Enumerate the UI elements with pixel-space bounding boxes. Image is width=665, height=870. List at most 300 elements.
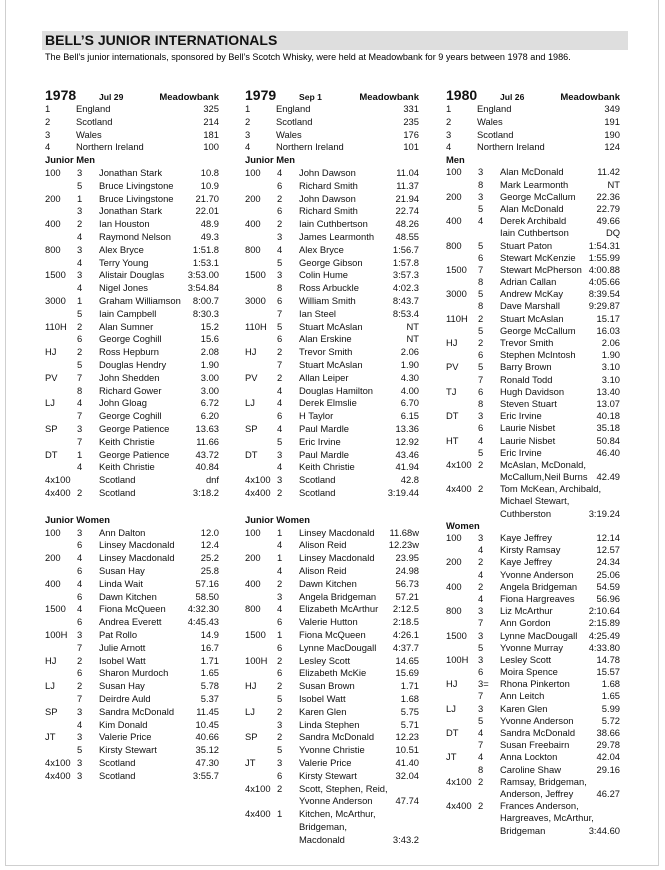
result: 15.69 <box>395 667 419 679</box>
event-label: 100 <box>45 166 61 178</box>
result: 57.16 <box>195 577 219 589</box>
place: 2 <box>277 346 283 358</box>
result-row <box>446 617 620 629</box>
place: 5 <box>277 256 283 268</box>
section-heading: Junior Men <box>245 154 296 166</box>
place <box>478 495 500 507</box>
result: 48.55 <box>395 230 419 242</box>
event-label: 800 <box>446 239 462 251</box>
result: 11.68w <box>389 526 419 538</box>
result: 10.9 <box>200 179 219 191</box>
athlete-name: Keith Christie <box>99 461 155 473</box>
page-title: BELL’S JUNIOR INTERNATIONALS <box>45 32 278 48</box>
result-row <box>446 227 620 239</box>
result: 10.8 <box>200 166 219 178</box>
athlete-name: Hugh Davidson <box>500 385 565 397</box>
team-standings <box>45 103 219 154</box>
result-row <box>245 578 419 591</box>
results-section <box>45 514 219 783</box>
results-section <box>45 154 219 500</box>
event-label <box>45 693 77 706</box>
event-label: 200 <box>245 192 261 204</box>
place: 6 <box>478 422 484 434</box>
result-row <box>45 461 219 474</box>
result-row <box>446 727 620 739</box>
section-heading: Men <box>446 154 465 166</box>
place: 2 <box>277 654 283 666</box>
result: 2:12.5 <box>392 603 419 615</box>
athlete-name: Fiona McQueen <box>299 629 366 641</box>
athlete-name: Dawn Kitchen <box>99 590 157 602</box>
standing-place: 2 <box>446 115 452 127</box>
result: 46.27 <box>596 787 620 799</box>
place: 1 <box>277 808 283 820</box>
athlete-name: George Coghill <box>99 410 162 422</box>
athlete-name: Julie Arnott <box>99 641 146 653</box>
athlete-name: Dawn Kitchen <box>299 577 357 589</box>
athlete-name: Angela Bridgeman <box>299 590 377 602</box>
athlete-name: Paul Mardle <box>299 448 350 460</box>
team-points: 101 <box>403 141 419 153</box>
result-row <box>446 422 620 434</box>
result: 1:51.8 <box>192 243 219 255</box>
result: 21.94 <box>395 192 419 204</box>
meet-venue: Meadowbank <box>159 92 219 103</box>
result: 2.06 <box>601 337 620 348</box>
result-row <box>45 693 219 706</box>
result: 25.06 <box>596 568 620 580</box>
event-label: 4x100 <box>245 474 271 486</box>
athlete-name: Anna Lockton <box>500 751 558 763</box>
result-row <box>245 423 419 436</box>
athlete-name: Raymond Nelson <box>99 230 171 242</box>
place: 6 <box>277 667 283 679</box>
result-row <box>245 487 419 500</box>
athlete-name: Ann Gordon <box>500 617 551 629</box>
result: 1.65 <box>200 667 219 679</box>
result: 40.66 <box>195 731 219 743</box>
section-heading: Junior Women <box>45 513 110 525</box>
place: 6 <box>478 385 484 397</box>
result: 13.63 <box>195 422 219 434</box>
result: DQ <box>605 227 620 239</box>
place: 4 <box>277 539 283 551</box>
athlete-name: Karen Glen <box>299 705 347 717</box>
result: 2.08 <box>200 346 219 358</box>
result: 8:43.7 <box>392 294 419 306</box>
place: 4 <box>478 215 484 227</box>
result: 41.40 <box>395 757 419 769</box>
athlete-name: John Dawson <box>299 166 356 178</box>
athlete-name: Dave Marshall <box>500 300 560 312</box>
event-label <box>45 333 77 346</box>
place: 5 <box>478 714 484 726</box>
place: 5 <box>77 358 83 370</box>
event-label: 4x400 <box>245 808 271 820</box>
result-row <box>245 629 419 642</box>
event-label <box>446 690 478 702</box>
result: 25.8 <box>200 565 219 577</box>
result-row <box>45 423 219 436</box>
athlete-name: Scotland <box>99 757 136 769</box>
standing-row <box>446 129 620 142</box>
result: 3:53.00 <box>187 269 219 281</box>
event-label <box>245 436 277 449</box>
place: 6 <box>277 333 283 345</box>
place: 3 <box>77 526 83 538</box>
results-section <box>446 520 620 837</box>
event-label: SP <box>245 731 258 743</box>
athlete-name: Yvonne Anderson <box>500 568 574 580</box>
athlete-name: Susan Hay <box>99 565 145 577</box>
standing-row <box>245 116 419 129</box>
athlete-name: Elizabeth McKie <box>299 667 367 679</box>
event-label: 100 <box>245 166 261 178</box>
place: 3= <box>478 678 489 690</box>
result-row <box>245 346 419 359</box>
result: 3:19.24 <box>588 507 620 519</box>
athlete-name: Kim Donald <box>99 718 148 730</box>
team-points: 191 <box>604 115 620 127</box>
place: 7 <box>277 307 283 319</box>
event-label: PV <box>45 371 58 383</box>
athlete-name: Ian Houston <box>99 218 150 230</box>
place: 5 <box>77 179 83 191</box>
place: 2 <box>277 577 283 589</box>
event-label <box>45 616 77 629</box>
athlete-name: Allan Leiper <box>299 371 349 383</box>
result: 10.51 <box>395 744 419 756</box>
result: 5.99 <box>601 702 620 714</box>
team-points: 124 <box>604 141 620 153</box>
result-row <box>45 244 219 257</box>
result: 29.78 <box>596 739 620 751</box>
result: 8:00.7 <box>192 294 219 306</box>
event-label <box>45 436 77 449</box>
meet-date: Jul 29 <box>99 92 124 102</box>
event-label <box>245 834 277 847</box>
athlete-name: Ann Leitch <box>500 690 545 702</box>
result: 1.90 <box>601 349 620 361</box>
year-header <box>446 87 620 103</box>
place: 8 <box>478 397 484 409</box>
place: 3 <box>77 243 83 255</box>
result: 15.2 <box>200 320 219 332</box>
place: 3 <box>77 205 83 217</box>
place: 4 <box>77 397 83 409</box>
result-row <box>45 321 219 334</box>
athlete-name: Fiona Hargreaves <box>500 592 575 604</box>
standing-row <box>45 103 219 116</box>
athlete-name: Sandra McDonald <box>99 705 175 717</box>
athlete-name: Iain Cuthbertson <box>299 218 368 230</box>
athlete-name: Caroline Shaw <box>500 763 561 775</box>
result-row <box>446 569 620 581</box>
athlete-name: John Dawson <box>299 192 356 204</box>
result-row <box>245 731 419 744</box>
place: 6 <box>77 590 83 602</box>
event-label: 4x400 <box>446 800 472 812</box>
result-row <box>245 257 419 270</box>
result: 8:39.54 <box>588 288 620 300</box>
result-row <box>45 449 219 462</box>
event-label <box>446 569 478 581</box>
result: 12.14 <box>596 532 620 543</box>
result: 46.40 <box>596 446 620 458</box>
event-label: 400 <box>45 577 61 589</box>
team-name: Wales <box>76 128 102 140</box>
event-label <box>446 422 478 434</box>
team-name: England <box>276 103 311 114</box>
athlete-name: Douglas Hamilton <box>299 384 373 396</box>
meet-date: Jul 26 <box>500 92 525 102</box>
section-heading: Women <box>446 519 480 531</box>
result: 25.2 <box>200 552 219 564</box>
result-row <box>245 193 419 206</box>
place: 4 <box>277 397 283 409</box>
athlete-name: Kirsty Ramsay <box>500 544 561 556</box>
place: 4 <box>77 577 83 589</box>
event-label: HJ <box>45 346 57 358</box>
event-label <box>446 788 478 800</box>
athlete-name: Jonathan Stark <box>99 205 163 217</box>
result: 12.0 <box>200 526 219 538</box>
result-row <box>45 218 219 231</box>
event-label <box>446 812 478 824</box>
standing-row <box>446 103 620 116</box>
relay-row <box>446 800 620 812</box>
result: 14.65 <box>395 654 419 666</box>
result-row <box>446 556 620 568</box>
athlete-name: Bruce Livingstone <box>99 179 174 191</box>
event-label: 100 <box>446 166 462 178</box>
event-label: 400 <box>446 580 462 592</box>
team-points: 214 <box>203 115 219 127</box>
athlete-name: Rhona Pinkerton <box>500 678 570 690</box>
result: 6.20 <box>200 410 219 422</box>
place: 5 <box>277 320 283 332</box>
athlete-name: Ross Hepburn <box>99 346 159 358</box>
result-row <box>45 539 219 552</box>
result-row <box>245 205 419 218</box>
event-label <box>45 565 77 578</box>
standing-place: 3 <box>245 128 251 140</box>
results-section <box>245 154 419 500</box>
relay-row-continued <box>245 821 419 834</box>
event-label <box>45 461 77 474</box>
athlete-name: Alistair Douglas <box>99 269 165 281</box>
event-label <box>446 642 478 654</box>
place: 3 <box>77 731 83 743</box>
event-label <box>446 825 478 837</box>
result: 15.17 <box>596 312 620 324</box>
place: 8 <box>478 763 484 775</box>
athlete-name: Scotland <box>99 474 136 486</box>
event-label: 1500 <box>245 269 266 281</box>
result-row <box>245 655 419 668</box>
place: 3 <box>478 629 484 641</box>
result: 1:56.7 <box>392 243 419 255</box>
athlete-name: George McCallum <box>500 190 576 202</box>
athlete-name: Susan Brown <box>299 680 355 692</box>
athlete-name: Laurie Nisbet <box>500 434 556 446</box>
athlete-name: Kaye Jeffrey <box>500 532 552 543</box>
place: 2 <box>277 371 283 383</box>
team-name: Northern Ireland <box>477 141 545 153</box>
relay-team-line: Tom McKean, Archibald, <box>500 483 602 495</box>
standing-place: 4 <box>446 141 452 153</box>
result: 4:45.43 <box>187 616 219 628</box>
place: 2 <box>77 680 83 692</box>
result: 32.04 <box>395 769 419 781</box>
place: 3 <box>77 269 83 281</box>
event-label <box>45 231 77 244</box>
result: 47.74 <box>395 795 419 807</box>
result-row <box>446 264 620 276</box>
athlete-name: Adrian Callan <box>500 276 557 288</box>
team-points: 100 <box>203 141 219 153</box>
athlete-name: George Patience <box>99 448 170 460</box>
event-label: 100 <box>245 526 261 538</box>
standing-row <box>245 141 419 154</box>
athlete-name: George McCallum <box>500 324 576 336</box>
place: 6 <box>277 179 283 191</box>
result: 50.84 <box>596 434 620 446</box>
meet-date: Sep 1 <box>299 92 322 102</box>
place: 2 <box>77 218 83 230</box>
place: 6 <box>77 539 83 551</box>
event-label <box>446 276 478 288</box>
event-label: 110H <box>245 320 267 332</box>
result-row <box>45 359 219 372</box>
place: 4 <box>77 603 83 615</box>
standing-row <box>446 116 620 129</box>
result: 1:55.99 <box>588 251 620 263</box>
result: 40.84 <box>195 461 219 473</box>
athlete-name: Ronald Todd <box>500 373 553 385</box>
place: 8 <box>478 300 484 312</box>
result: 1.71 <box>400 680 419 692</box>
place <box>77 474 99 487</box>
result: 24.34 <box>596 556 620 568</box>
result: 2:15.89 <box>588 617 620 629</box>
place: 4 <box>478 544 484 556</box>
place: 2 <box>277 680 283 692</box>
event-label <box>245 231 277 244</box>
place: 7 <box>77 693 83 705</box>
result-row <box>45 731 219 744</box>
result: 42.8 <box>400 474 419 486</box>
place: 7 <box>478 690 484 702</box>
athlete-name: Alex Bryce <box>99 243 144 255</box>
result-row <box>245 642 419 655</box>
result-row <box>45 231 219 244</box>
results-sections <box>446 154 620 837</box>
event-label: 100 <box>45 526 61 538</box>
result: 3:44.60 <box>588 824 620 836</box>
result: 35.18 <box>596 422 620 434</box>
athlete-name: Linsey Macdonald <box>299 552 375 564</box>
place: 3 <box>277 269 283 281</box>
place: 6 <box>77 667 83 679</box>
event-label <box>245 616 277 629</box>
event-label <box>245 282 277 295</box>
place: 2 <box>478 458 484 470</box>
place: 3 <box>478 410 484 422</box>
result-row <box>45 487 219 500</box>
result: 11.04 <box>396 166 419 178</box>
result: dnf <box>205 474 219 486</box>
result: 1:57.8 <box>392 256 419 268</box>
place: 7 <box>478 373 484 385</box>
result-row <box>446 715 620 727</box>
meet-venue: Meadowbank <box>359 92 419 103</box>
event-label: LJ <box>446 702 456 714</box>
event-label: DT <box>446 727 459 738</box>
result: 6.72 <box>200 397 219 409</box>
team-name: England <box>76 103 111 114</box>
year-label: 1978 <box>45 87 77 103</box>
result: 5.78 <box>200 680 219 692</box>
result-row <box>245 449 419 462</box>
athlete-name: Yvonne Murray <box>500 641 564 653</box>
result: 11.45 <box>196 705 219 717</box>
athlete-name: Eric Irvine <box>299 435 341 447</box>
place <box>478 471 500 483</box>
event-label <box>245 180 277 193</box>
place: 4 <box>277 243 283 255</box>
place: 6 <box>277 410 283 422</box>
result: 8:53.4 <box>392 307 419 319</box>
event-label <box>245 333 277 346</box>
result: 29.16 <box>596 763 620 775</box>
event-label <box>45 410 77 423</box>
event-label: JT <box>45 731 56 743</box>
result-row <box>45 205 219 218</box>
athlete-name: George Patience <box>99 422 170 434</box>
standing-place: 2 <box>245 115 251 127</box>
athlete-name: Paul Mardle <box>299 422 350 434</box>
athlete-name: Stewart McKenzie <box>500 251 576 263</box>
team-standings <box>245 103 419 154</box>
place: 5 <box>478 446 484 458</box>
result-row <box>245 385 419 398</box>
athlete-name: Keith Christie <box>299 461 355 473</box>
place: 4 <box>77 461 83 473</box>
event-label <box>245 744 277 757</box>
result-row <box>45 295 219 308</box>
event-label: 4x400 <box>446 483 472 495</box>
event-label: 4x100 <box>45 757 71 769</box>
athlete-name: Iain Cuthbertson <box>500 227 569 239</box>
event-label: 800 <box>45 243 61 255</box>
event-label: DT <box>245 448 258 460</box>
event-label <box>245 591 277 604</box>
event-label: 4x400 <box>45 769 71 781</box>
event-label <box>446 227 478 239</box>
result: 47.30 <box>195 757 219 769</box>
result-row <box>245 461 419 474</box>
place: 3 <box>277 474 283 486</box>
place: 4 <box>277 166 283 178</box>
athlete-name: Stuart Paton <box>500 239 553 251</box>
relay-row <box>446 483 620 495</box>
result: 9:29.87 <box>588 300 620 312</box>
event-label <box>245 205 277 218</box>
athlete-name: Andrea Everett <box>99 616 162 628</box>
result-row <box>45 667 219 680</box>
event-label: HJ <box>245 680 257 692</box>
